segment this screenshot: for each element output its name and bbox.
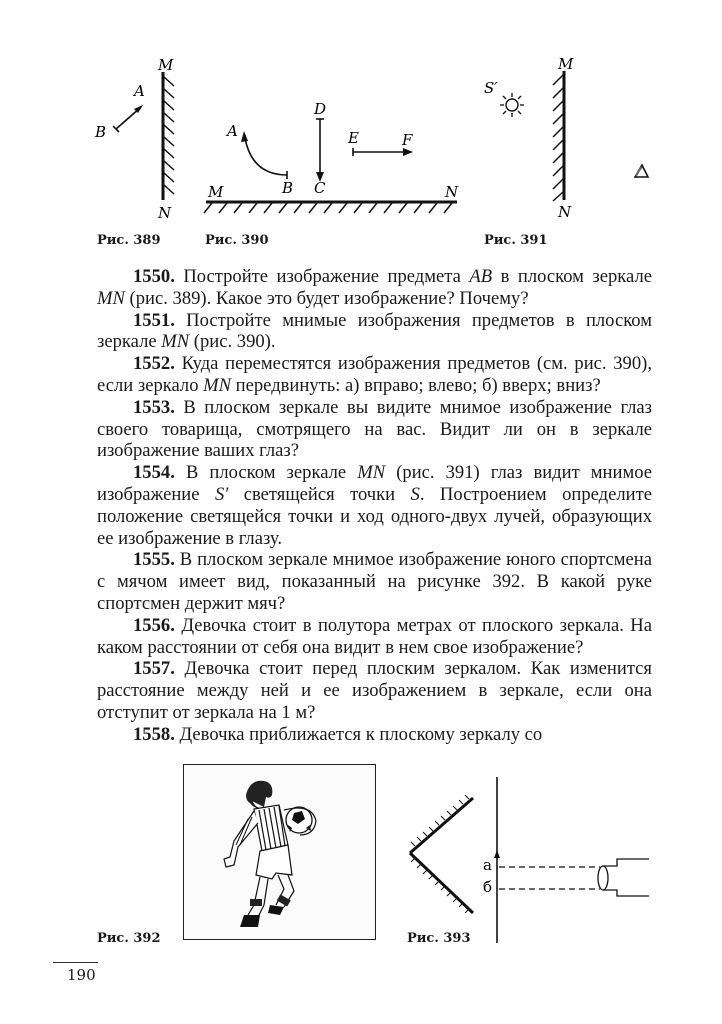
problem-number: 1557. [133,658,175,680]
football-player-illustration [184,765,375,939]
figure-391 [470,55,660,225]
problem-text: (рис. 390). [189,331,276,353]
problem-text: В плоском зеркале [185,462,358,484]
label-b: б [483,878,493,896]
caption-fig-393: Рис. 393 [407,931,471,946]
label-A: A [227,122,238,140]
math-symbol: MN [357,462,386,484]
label-E: E [348,129,359,147]
label-B: B [95,123,107,141]
page-number-rule [53,962,98,963]
problem-number: 1554. [133,462,175,484]
problem-text: светящейся точки [228,483,411,505]
problem-1554 [97,462,652,549]
problem-text: . Построением определите положение светящейся точки и ход одного-двух лучей, образующих ее изображение в глазу. [97,483,652,549]
figure-390 [200,95,470,215]
math-symbol: MN [203,374,232,396]
caption-fig-392: Рис. 392 [97,931,161,946]
problem-number: 1558. [133,723,175,745]
problem-1551 [97,310,652,354]
eye-icon [635,165,648,177]
label-N: N [445,183,459,201]
math-symbol: S′ [214,483,229,505]
problem-number: 1552. [133,353,175,375]
problem-number: 1550. [133,266,175,287]
label-S-prime: S′ [484,79,498,97]
problem-1552 [97,353,652,397]
problem-text: Девочка стоит перед плоским зеркалом. Как изменится расстояние между ней и ее изображением в зеркале, если она отступит от зеркала на 1 м? [97,658,652,723]
problems-text [97,266,652,746]
label-M: M [558,55,574,73]
math-symbol: AB [469,266,493,287]
caption-fig-390: Рис. 390 [205,233,269,248]
math-symbol: S [410,483,420,505]
label-F: F [402,131,413,149]
problem-text: в плоском зеркале [492,266,652,287]
problem-text: передвинуть: а) вправо; влево; б) вверх; вниз? [231,374,601,396]
problem-text: Куда переместятся изображения предметов (см. рис. 390), если зеркало [97,353,652,396]
problem-1553 [97,397,652,462]
problem-1550 [97,266,652,310]
caption-fig-389: Рис. 389 [97,233,161,248]
label-N: N [558,203,572,221]
label-B: B [282,179,294,197]
problem-number: 1556. [133,614,175,636]
label-A: A [134,82,145,100]
label-N: N [158,204,172,222]
figure-392-frame [183,764,376,940]
math-symbol: MN [161,331,190,353]
label-D: D [314,100,327,118]
problem-number: 1555. [133,549,175,571]
problem-text: (рис. 391) глаз видит мнимое изображение [97,462,653,505]
light-source-icon [500,93,524,117]
problem-text: Девочка приближается к плоскому зеркалу со [179,723,543,745]
page-number: 190 [67,966,96,984]
label-M: M [158,56,174,74]
problem-1557 [97,658,652,723]
problem-number: 1553. [133,396,175,418]
caption-fig-391: Рис. 391 [484,233,548,248]
problem-text: Постройте изображение предмета [183,266,470,287]
problem-1556 [97,615,652,659]
label-C: C [314,179,326,197]
label-a: а [483,856,492,874]
problem-text: Постройте мнимые изображения предметов в плоском зеркале [97,309,652,353]
label-M: M [208,183,224,201]
figure-389 [90,55,200,225]
problem-1555 [97,549,652,614]
problem-number: 1551. [133,309,175,331]
math-symbol: MN [97,287,125,309]
problem-1558 [97,724,652,746]
problem-text: (рис. 389). Какое это будет изображение? Почему? [124,287,529,309]
problem-text: В плоском зеркале вы видите мнимое изображение глаз своего товарища, смотрящего на вас. Видит ли он в зеркале изображение ваших глаз? [97,396,652,462]
figure-393 [395,765,665,945]
problem-text: Девочка стоит в полутора метрах от плоского зеркала. На каком расстоянии от себя она видит в нем свое изображение? [97,614,652,658]
problem-text: В плоском зеркале мнимое изображение юного спортсмена с мячом имеет вид, показанный на рисунке 392. В какой руке спортсмен держит мяч? [97,549,652,614]
